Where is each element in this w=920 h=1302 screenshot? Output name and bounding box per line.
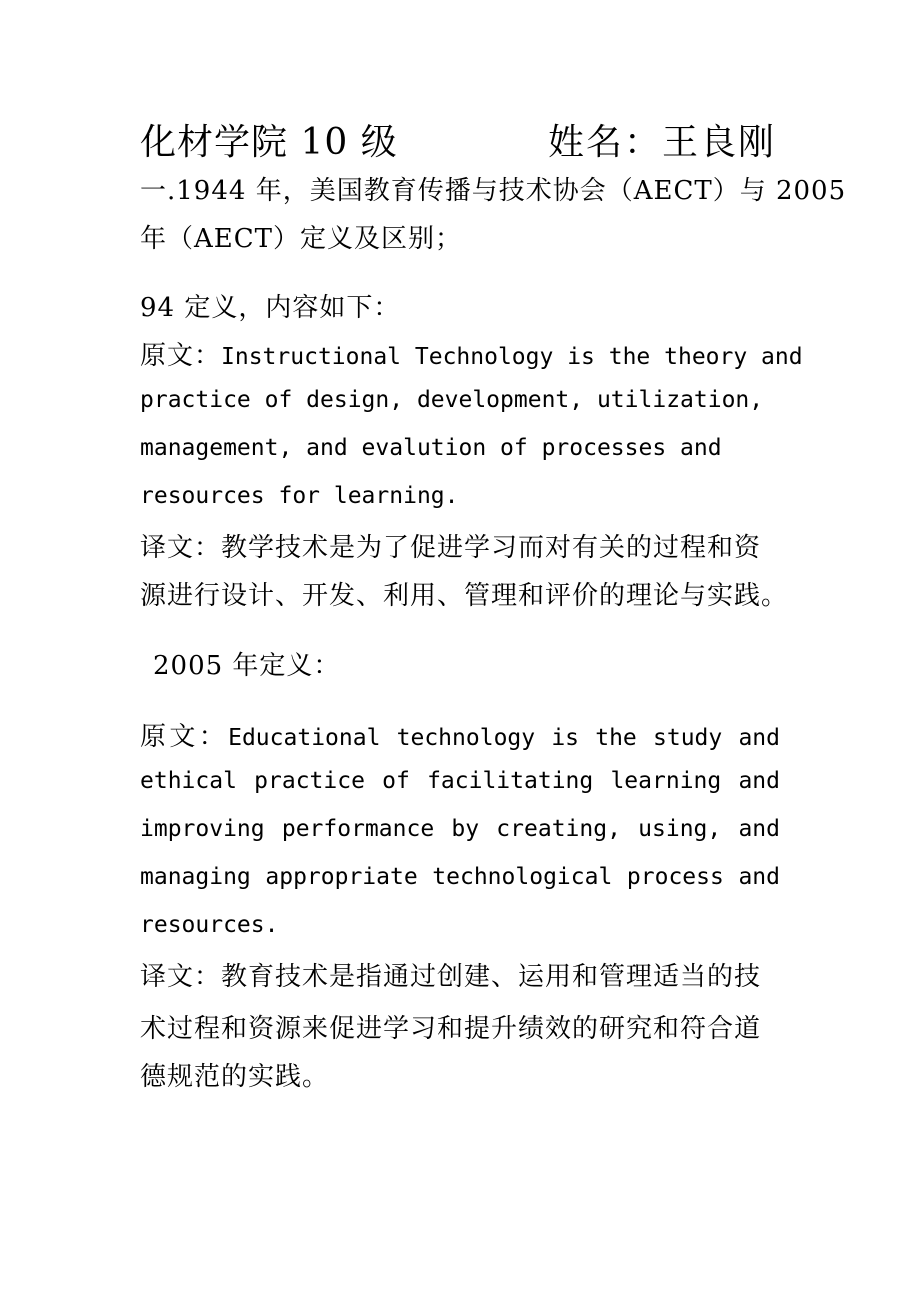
def2005-translation-line-2: 术过程和资源来促进学习和提升绩效的研究和符合道 xyxy=(140,1014,762,1044)
header-name xyxy=(548,114,776,165)
def2005-original-line-5: resources. xyxy=(140,912,279,938)
def94-original-line-1 xyxy=(140,335,803,372)
def2005-translation-label: 译文： xyxy=(140,962,222,992)
def2005-original-line-2: ethical practice of facilitating learning and xyxy=(140,768,780,794)
def2005-translation-line-3: 德规范的实践。 xyxy=(140,1062,330,1092)
def2005-original-line-4: managing appropriate technological process and xyxy=(140,864,780,890)
def94-translation-label: 译文： xyxy=(140,533,222,563)
def94-original-text-1: Instructional Technology is the theory and xyxy=(221,344,803,370)
name-value: 王良刚 xyxy=(662,122,777,163)
header-college-class: 化材学院 10 级 xyxy=(140,122,398,163)
def2005-translation-line-1 xyxy=(140,956,761,993)
def94-original-label: 原文： xyxy=(140,341,222,371)
question-line-2: 年（AECT）定义及区别； xyxy=(140,224,462,254)
def2005-original-text-1: Educational technology is the study and xyxy=(228,725,780,751)
def94-original-line-2: practice of design, development, utilization, xyxy=(140,387,764,413)
def94-original-line-3: management, and evalution of processes and xyxy=(140,435,722,461)
def94-translation-line-1 xyxy=(140,527,761,564)
def2005-original-line-3: improving performance by creating, using, and xyxy=(140,816,780,842)
def2005-original-label: 原文： xyxy=(140,722,229,752)
question-line-1: 一.1944 年，美国教育传播与技术协会（AECT）与 2005 xyxy=(140,176,847,206)
def94-original-line-4: resources for learning. xyxy=(140,483,459,509)
name-label: 姓名： xyxy=(548,122,663,163)
def94-translation-line-2: 源进行设计、开发、利用、管理和评价的理论与实践。 xyxy=(140,581,789,611)
def94-translation-text-1: 教学技术是为了促进学习而对有关的过程和资 xyxy=(221,533,762,563)
def2005-heading: 2005 年定义： xyxy=(153,651,341,681)
def2005-original-line-1 xyxy=(140,716,780,753)
def94-heading: 94 定义，内容如下： xyxy=(140,293,401,323)
def2005-translation-text-1: 教育技术是指通过创建、运用和管理适当的技 xyxy=(221,962,762,992)
